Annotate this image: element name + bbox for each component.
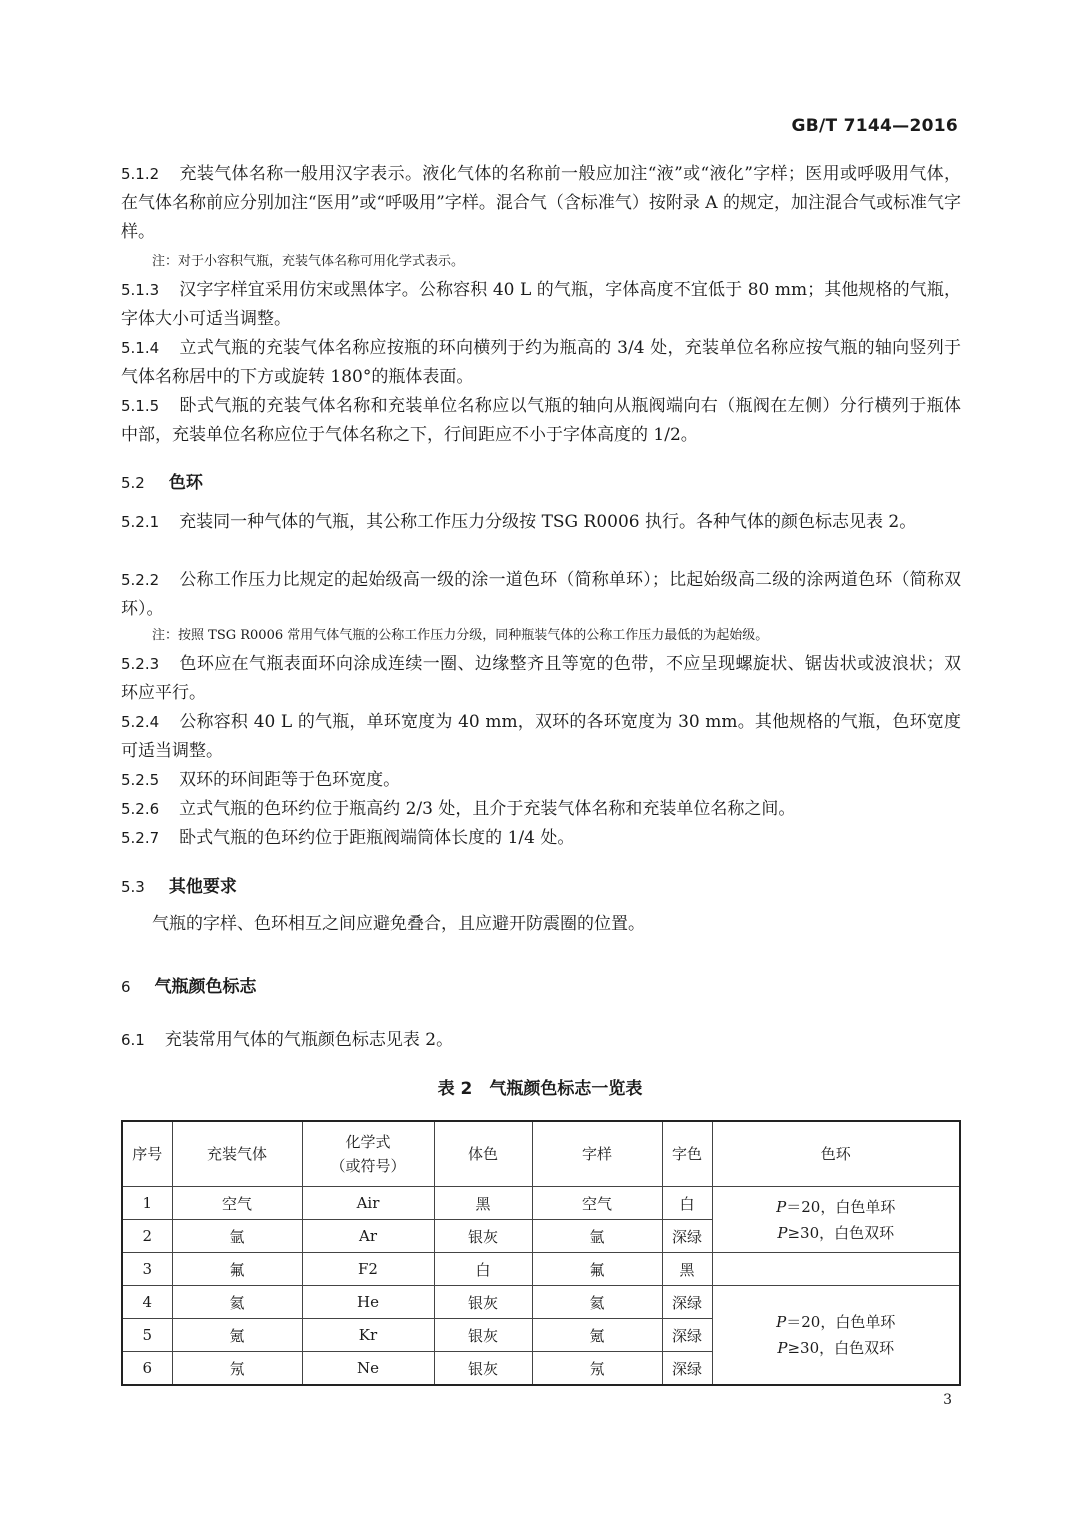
header-ring: 色环 — [712, 1121, 960, 1187]
ring-single: ＝20，白色单环 — [786, 1197, 896, 1216]
clause-5-1-4 — [121, 334, 961, 392]
heading-title: 色环 — [168, 473, 203, 493]
clause-text: 气瓶的字样、色环相互之间应避免叠合，且应避开防震圈的位置。 — [152, 914, 645, 934]
cell-text-color: 白 — [662, 1187, 712, 1220]
cell-formula: Ne — [302, 1352, 434, 1386]
cell-body-color: 银灰 — [434, 1319, 532, 1352]
cell-gas: 氟 — [172, 1253, 302, 1286]
cell-text: 氟 — [532, 1253, 662, 1286]
cell-formula: F2 — [302, 1253, 434, 1286]
clause-text: 双环的环间距等于色环宽度。 — [179, 770, 401, 790]
cell-text-color: 深绿 — [662, 1352, 712, 1386]
clause-text: 卧式气瓶的色环约位于距瓶阀端筒体长度的 1/4 处。 — [179, 828, 575, 848]
clause-text: 公称工作压力比规定的起始级高一级的涂一道色环（简称单环）；比起始级高二级的涂两道色环（简称双环）。 — [121, 570, 961, 619]
cell-gas: 氪 — [172, 1319, 302, 1352]
table-row — [122, 1286, 960, 1319]
note-1 — [152, 252, 952, 272]
clause-number: 5.2.1 — [121, 513, 160, 531]
clause-5-3-body — [152, 910, 961, 939]
cell-seq: 5 — [122, 1319, 172, 1352]
header-formula-line2: （或符号） — [330, 1157, 406, 1175]
clause-6-1 — [121, 1026, 961, 1055]
page-number: 3 — [943, 1392, 952, 1408]
clause-number: 6.1 — [121, 1031, 145, 1049]
cell-body-color: 白 — [434, 1253, 532, 1286]
note-label: 注： — [152, 628, 179, 643]
cell-seq: 2 — [122, 1220, 172, 1253]
document-id: GB/T 7144—2016 — [791, 116, 958, 136]
heading-number: 5.3 — [121, 878, 145, 896]
header-text: 字样 — [532, 1121, 662, 1187]
ring-pressure-symbol: P — [776, 1197, 787, 1216]
cell-formula: Kr — [302, 1319, 434, 1352]
clause-text: 充装同一种气体的气瓶，其公称工作压力分级按 TSG R0006 执行。各种气体的颜色标志见表 2。 — [179, 512, 917, 532]
clause-text: 充装气体名称一般用汉字表示。液化气体的名称前一般应加注“液”或“液化”字样；医用或呼吸用气体，在气体名称前应分别加注“医用”或“呼吸用”字样。混合气（含标准气）按附录 A 的规定，加注混合气或标准气字样。 — [121, 164, 961, 242]
note-label: 注： — [152, 254, 179, 269]
ring-pressure-symbol: P — [777, 1223, 788, 1242]
cell-seq: 3 — [122, 1253, 172, 1286]
cell-formula: He — [302, 1286, 434, 1319]
clause-text: 卧式气瓶的充装气体名称和充装单位名称应以气瓶的轴向从瓶阀端向右（瓶阀在左侧）分行横列于瓶体中部，充装单位名称应位于气体名称之下，行间距应不小于字体高度的 1/2。 — [121, 396, 961, 445]
section-heading-5-3 — [121, 872, 237, 897]
heading-number: 5.2 — [121, 474, 145, 492]
cell-body-color: 银灰 — [434, 1286, 532, 1319]
header-seq: 序号 — [122, 1121, 172, 1187]
heading-title: 气瓶颜色标志 — [154, 977, 257, 997]
cell-formula: Air — [302, 1187, 434, 1220]
note-2 — [152, 626, 952, 646]
cell-text: 氩 — [532, 1220, 662, 1253]
cell-text: 氪 — [532, 1319, 662, 1352]
cell-seq: 6 — [122, 1352, 172, 1386]
header-formula — [302, 1121, 434, 1187]
cell-text-color: 深绿 — [662, 1220, 712, 1253]
cell-gas: 氦 — [172, 1286, 302, 1319]
cell-seq: 4 — [122, 1286, 172, 1319]
clause-text: 立式气瓶的充装气体名称应按瓶的环向横列于约为瓶高的 3/4 处，充装单位名称应按气瓶的轴向竖列于气体名称居中的下方或旋转 180°的瓶体表面。 — [121, 338, 961, 387]
clause-number: 5.2.3 — [121, 655, 160, 673]
clause-5-2-5 — [121, 766, 961, 795]
clause-5-1-3 — [121, 276, 961, 334]
clause-number: 5.1.4 — [121, 339, 160, 357]
clause-text: 汉字字样宜采用仿宋或黑体字。公称容积 40 L 的气瓶，字体高度不宜低于 80 mm；其他规格的气瓶，字体大小可适当调整。 — [121, 280, 961, 329]
ring-double: ≥30，白色双环 — [787, 1339, 895, 1357]
cell-body-color: 银灰 — [434, 1220, 532, 1253]
cell-text: 氖 — [532, 1352, 662, 1386]
clause-5-2-3 — [121, 650, 961, 708]
clause-number: 5.1.5 — [121, 397, 160, 415]
cell-seq: 1 — [122, 1187, 172, 1220]
section-heading-6 — [121, 972, 257, 997]
header-gas: 充装气体 — [172, 1121, 302, 1187]
cell-text-color: 黑 — [662, 1253, 712, 1286]
table-row — [122, 1187, 960, 1220]
clause-text: 公称容积 40 L 的气瓶，单环宽度为 40 mm，双环的各环宽度为 30 mm。其他规格的气瓶，色环宽度可适当调整。 — [121, 712, 961, 761]
note-text: 对于小容积气瓶，充装气体名称可用化学式表示。 — [178, 254, 465, 269]
cell-body-color: 银灰 — [434, 1352, 532, 1386]
header-formula-line1: 化学式 — [345, 1133, 391, 1151]
ring-single: ＝20，白色单环 — [786, 1313, 896, 1331]
header-body-color: 体色 — [434, 1121, 532, 1187]
clause-number: 5.1.3 — [121, 281, 160, 299]
cell-body-color: 黑 — [434, 1187, 532, 1220]
clause-5-2-7 — [121, 824, 961, 853]
clause-number: 5.2.4 — [121, 713, 160, 731]
note-text: 按照 TSG R0006 常用气体气瓶的公称工作压力分级，同种瓶装气体的公称工作压力最低的为起始级。 — [178, 628, 769, 643]
clause-text: 色环应在气瓶表面环向涂成连续一圈、边缘整齐且等宽的色带，不应呈现螺旋状、锯齿状或波浪状；双环应平行。 — [121, 654, 961, 703]
header-text-color: 字色 — [662, 1121, 712, 1187]
clause-5-1-2 — [121, 160, 961, 247]
cell-text: 空气 — [532, 1187, 662, 1220]
clause-number: 5.1.2 — [121, 165, 160, 183]
clause-5-1-5 — [121, 392, 961, 450]
clause-text: 立式气瓶的色环约位于瓶高约 2/3 处，且介于充装气体名称和充装单位名称之间。 — [179, 799, 796, 819]
cell-text: 氦 — [532, 1286, 662, 1319]
heading-title: 其他要求 — [168, 877, 237, 897]
cell-text-color: 深绿 — [662, 1286, 712, 1319]
clause-5-2-1 — [121, 508, 961, 537]
cell-gas: 氩 — [172, 1220, 302, 1253]
cell-text-color: 深绿 — [662, 1319, 712, 1352]
cell-gas: 氖 — [172, 1352, 302, 1386]
gas-color-table — [121, 1120, 961, 1386]
ring-pressure-symbol: P — [776, 1313, 787, 1331]
clause-5-2-6 — [121, 795, 961, 824]
section-heading-5-2 — [121, 468, 203, 493]
clause-number: 5.2.5 — [121, 771, 160, 789]
clause-5-2-4 — [121, 708, 961, 766]
cell-gas: 空气 — [172, 1187, 302, 1220]
table-row — [122, 1253, 960, 1286]
clause-text: 充装常用气体的气瓶颜色标志见表 2。 — [164, 1030, 454, 1050]
clause-5-2-2 — [121, 566, 961, 624]
cell-formula: Ar — [302, 1220, 434, 1253]
heading-number: 6 — [121, 978, 131, 996]
cell-ring-empty — [712, 1253, 960, 1286]
table-header-row — [122, 1121, 960, 1187]
clause-number: 5.2.2 — [121, 571, 160, 589]
ring-pressure-symbol: P — [777, 1339, 788, 1357]
cell-ring-group-3 — [712, 1286, 960, 1386]
cell-ring-group-1 — [712, 1187, 960, 1253]
clause-number: 5.2.6 — [121, 800, 160, 818]
table-title: 表 2 气瓶颜色标志一览表 — [437, 1079, 643, 1099]
clause-number: 5.2.7 — [121, 829, 160, 847]
ring-double: ≥30，白色双环 — [787, 1223, 895, 1242]
